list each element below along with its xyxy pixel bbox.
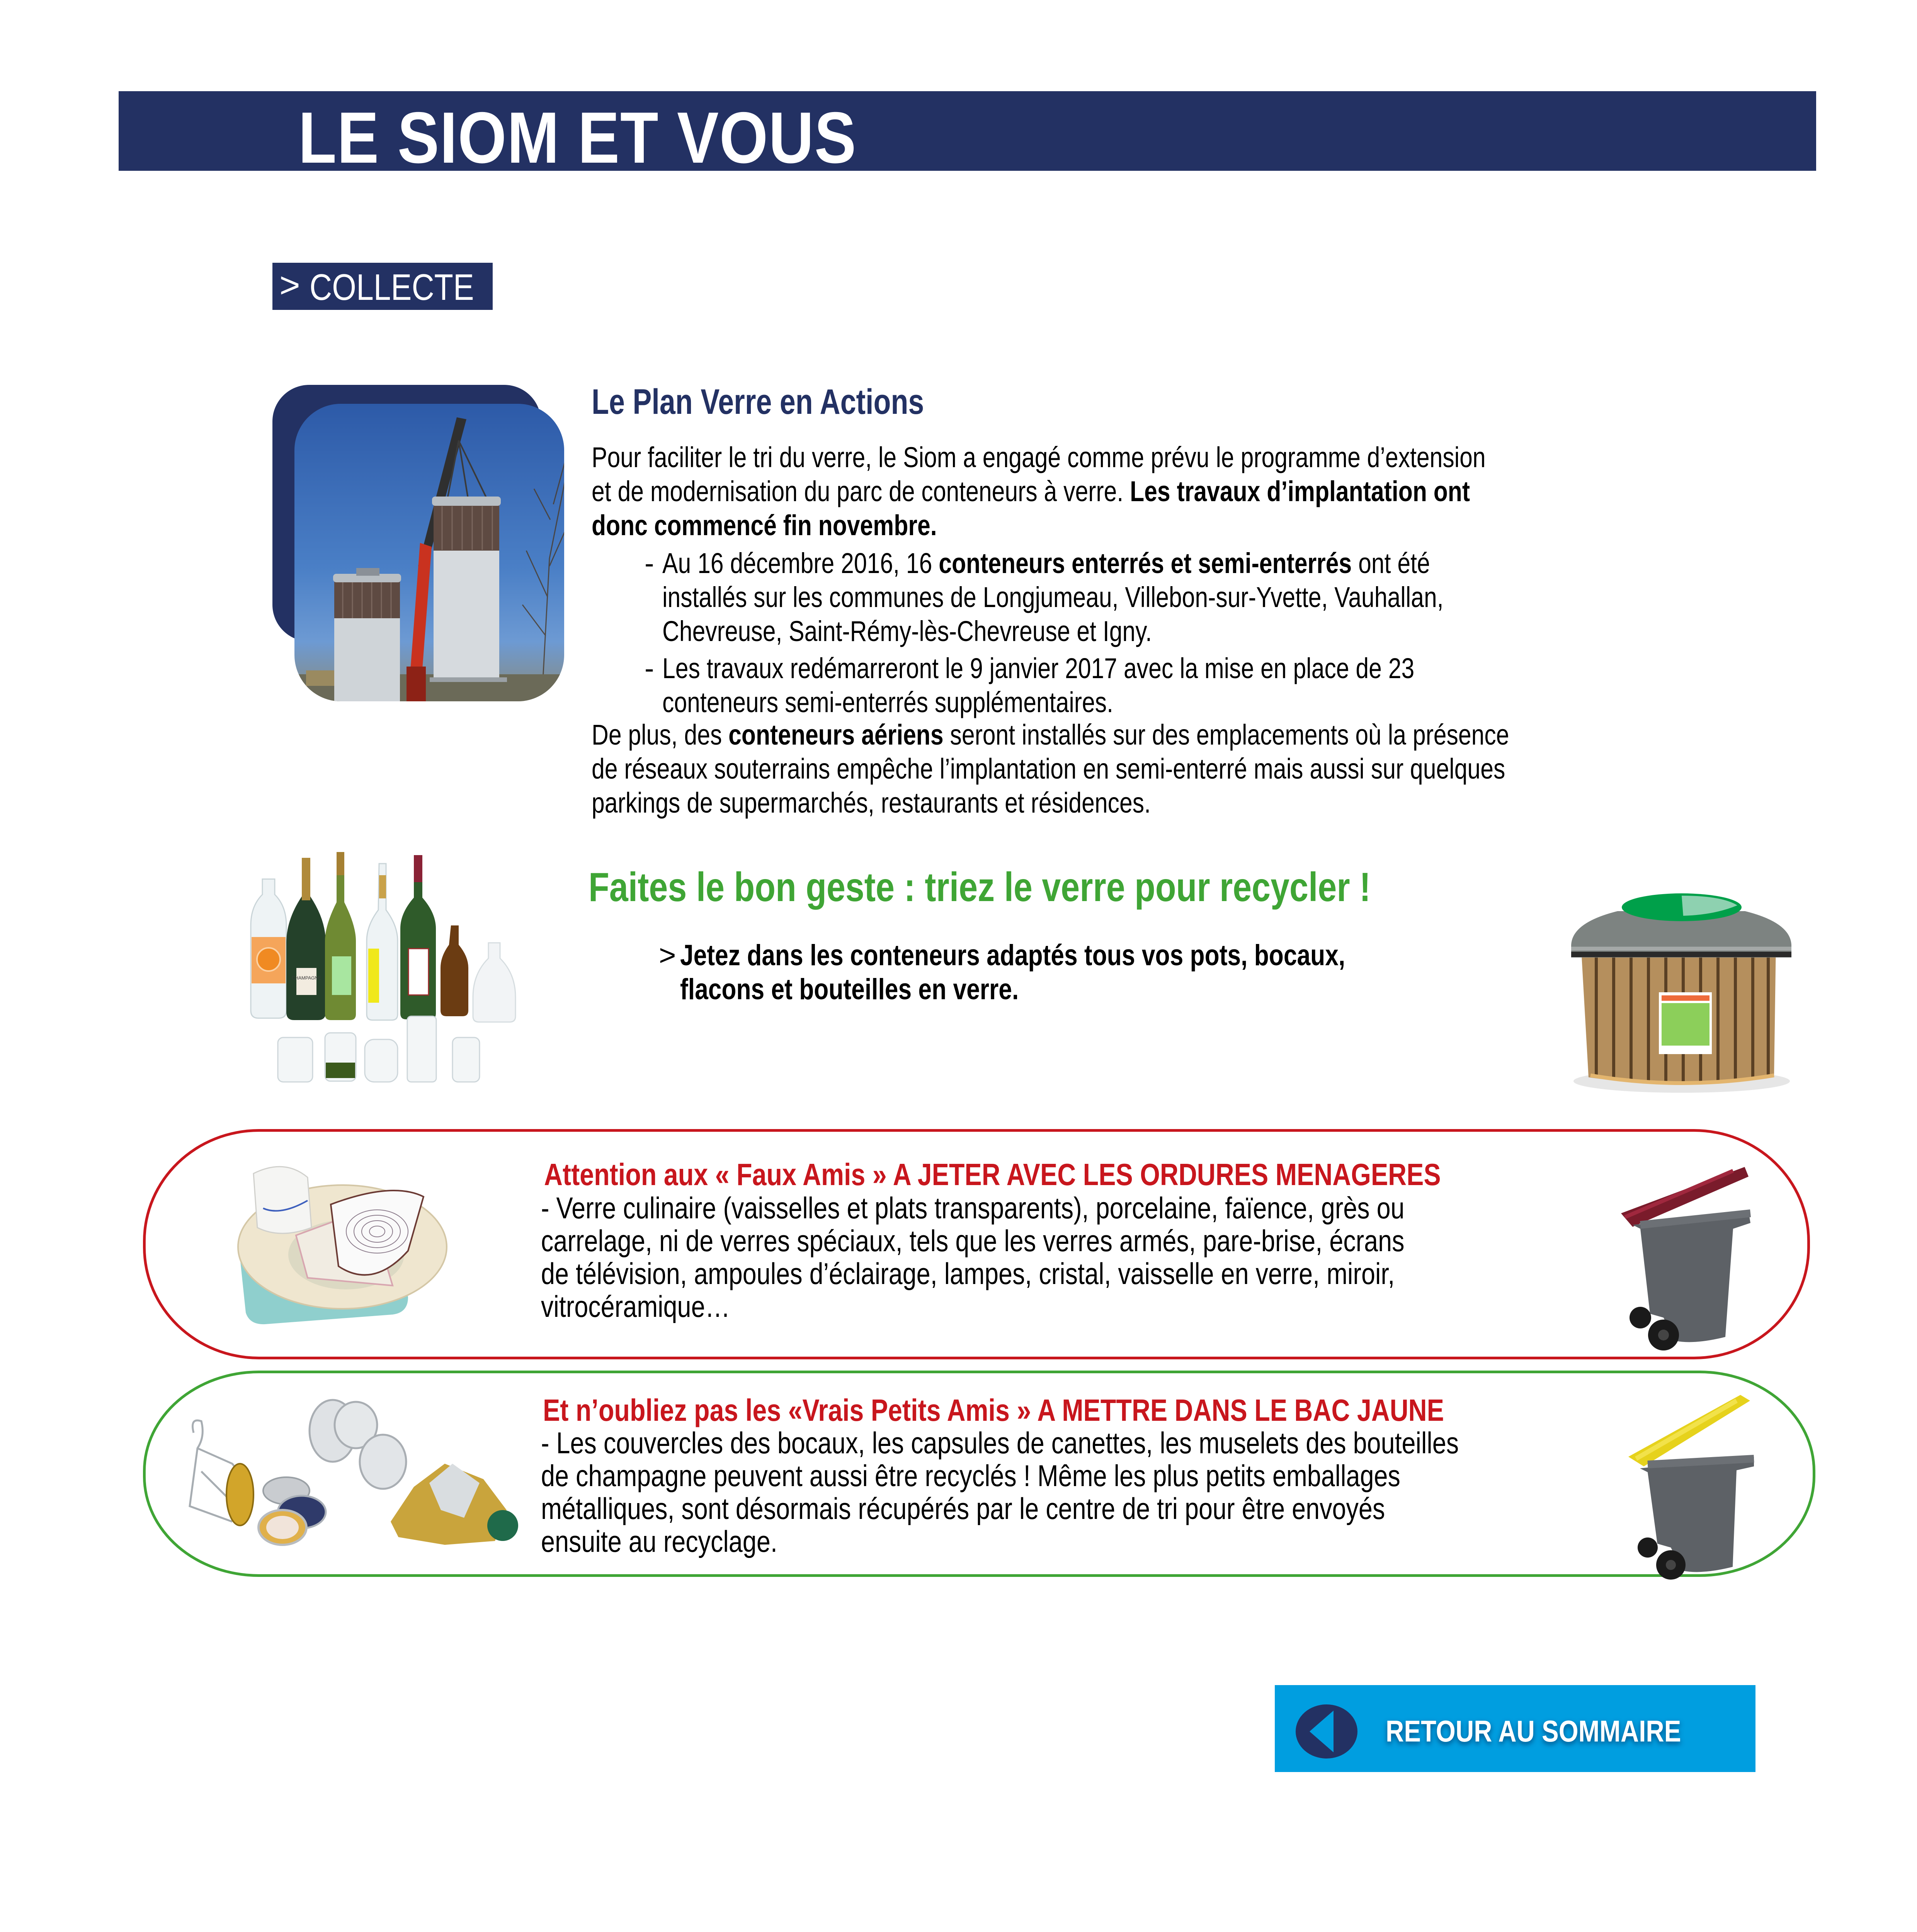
page-title: LE SIOM ET VOUS (298, 97, 857, 178)
chevron-right-icon: > (279, 265, 300, 305)
recycling-bin-yellow-image (1621, 1385, 1760, 1582)
bullet-line (662, 686, 1444, 720)
faux-amis-line: vitrocéramique… (541, 1289, 730, 1323)
plan-verre-title: Le Plan Verre en Actions (592, 382, 924, 422)
text: et de modernisation du parc de conteneurs à verre. (592, 475, 1130, 507)
bullet-line (662, 615, 1444, 649)
bold-text: Les travaux d’implantation ont (1130, 475, 1470, 507)
vrais-amis-title: Et n’oubliez pas les «Vrais Petits Amis » A METTRE DANS LE BAC JAUNE (543, 1393, 1444, 1427)
text: De plus, des (592, 719, 729, 751)
champagne-label-text: CHAMPAGNE (291, 975, 321, 981)
instruction-line: flacons et bouteilles en verre. (680, 973, 1019, 1006)
text: conteneurs semi-enterrés supplémentaires. (662, 686, 1113, 718)
bullet-line (662, 652, 1444, 686)
outro-line (592, 718, 1509, 752)
intro-line (592, 509, 1486, 543)
bullet-dash: - (645, 547, 654, 579)
bullet-text (662, 547, 1615, 649)
glass-container-image (1560, 880, 1804, 1094)
bon-geste-title: Faites le bon geste : triez le verre pour recycler ! (589, 864, 1371, 910)
broken-dishes-image (192, 1150, 471, 1325)
bullet-item (645, 652, 1615, 720)
chevron-right-icon: > (659, 939, 676, 972)
text: ont été (1352, 547, 1430, 579)
bullet-item (645, 547, 1615, 649)
bold-text: conteneurs aériens (728, 719, 944, 751)
vrais-amis-line: de champagne peuvent aussi être recyclés ! Même les plus petits emballages (541, 1459, 1400, 1493)
plan-verre-bullets (645, 547, 1615, 720)
vrais-amis-line: - Les couvercles des bocaux, les capsules de canettes, les muselets des bouteilles (541, 1426, 1459, 1460)
text: Pour faciliter le tri du verre, le Siom a engagé comme prévu le programme d’extension (592, 441, 1486, 473)
faux-amis-text (541, 1192, 1581, 1323)
arrow-left-circle-icon (1296, 1704, 1357, 1759)
glass-bottles-image (235, 837, 549, 1089)
bold-text: conteneurs enterrés et semi-enterrés (939, 547, 1352, 579)
section-label: COLLECTE (310, 267, 474, 308)
text: Au 16 décembre 2016, 16 (662, 547, 939, 579)
faux-amis-line: de télévision, ampoules d’éclairage, lampes, cristal, vaisselle en verre, miroir, (541, 1257, 1395, 1291)
text: seront installés sur des emplacements où la présence (943, 719, 1509, 751)
faux-amis-title: Attention aux « Faux Amis » A JETER AVEC LES ORDURES MENAGERES (544, 1157, 1441, 1192)
section-tag-collecte (272, 263, 493, 310)
faux-amis-line: - Verre culinaire (vaisselles et plats transparents), porcelaine, faïence, grès ou (541, 1191, 1405, 1225)
vrais-amis-text (541, 1427, 1647, 1558)
bon-geste-instruction (659, 939, 1491, 1007)
vrais-amis-line: ensuite au recyclage. (541, 1524, 777, 1558)
bold-text: donc commencé fin novembre. (592, 509, 937, 541)
outro-line (592, 752, 1509, 786)
back-to-summary-label: RETOUR AU SOMMAIRE (1386, 1714, 1681, 1748)
faux-amis-line: carrelage, ni de verres spéciaux, tels que les verres armés, pare-brise, écrans (541, 1224, 1405, 1258)
household-waste-bin-image (1617, 1155, 1757, 1356)
instruction-text (680, 939, 1491, 1007)
metal-packaging-image (174, 1394, 523, 1551)
outro-line (592, 786, 1509, 820)
vrais-amis-line: métalliques, sont désormais récupérés par le centre de tri pour être envoyés (541, 1492, 1385, 1526)
bullet-text (662, 652, 1615, 720)
bullet-line (662, 547, 1444, 581)
intro-line (592, 474, 1486, 509)
bullet-dash: - (645, 652, 654, 684)
bullet-line (662, 581, 1444, 615)
text: installés sur les communes de Longjumeau, Villebon-sur-Yvette, Vauhallan, (662, 581, 1444, 613)
text: Chevreuse, Saint-Rémy-lès-Chevreuse et Igny. (662, 615, 1152, 647)
plan-verre-intro (592, 440, 1682, 543)
text: de réseaux souterrains empêche l’implantation en semi-enterré mais aussi sur quelques (592, 753, 1505, 785)
instruction-line: Jetez dans les conteneurs adaptés tous vos pots, bocaux, (680, 939, 1345, 972)
back-to-summary-button[interactable] (1275, 1685, 1755, 1772)
photo-container-installation (294, 404, 564, 701)
text: Les travaux redémarreront le 9 janvier 2017 avec la mise en place de 23 (662, 652, 1415, 684)
intro-line (592, 440, 1486, 474)
text: parkings de supermarchés, restaurants et résidences. (592, 787, 1151, 819)
plan-verre-outro (592, 718, 1711, 820)
